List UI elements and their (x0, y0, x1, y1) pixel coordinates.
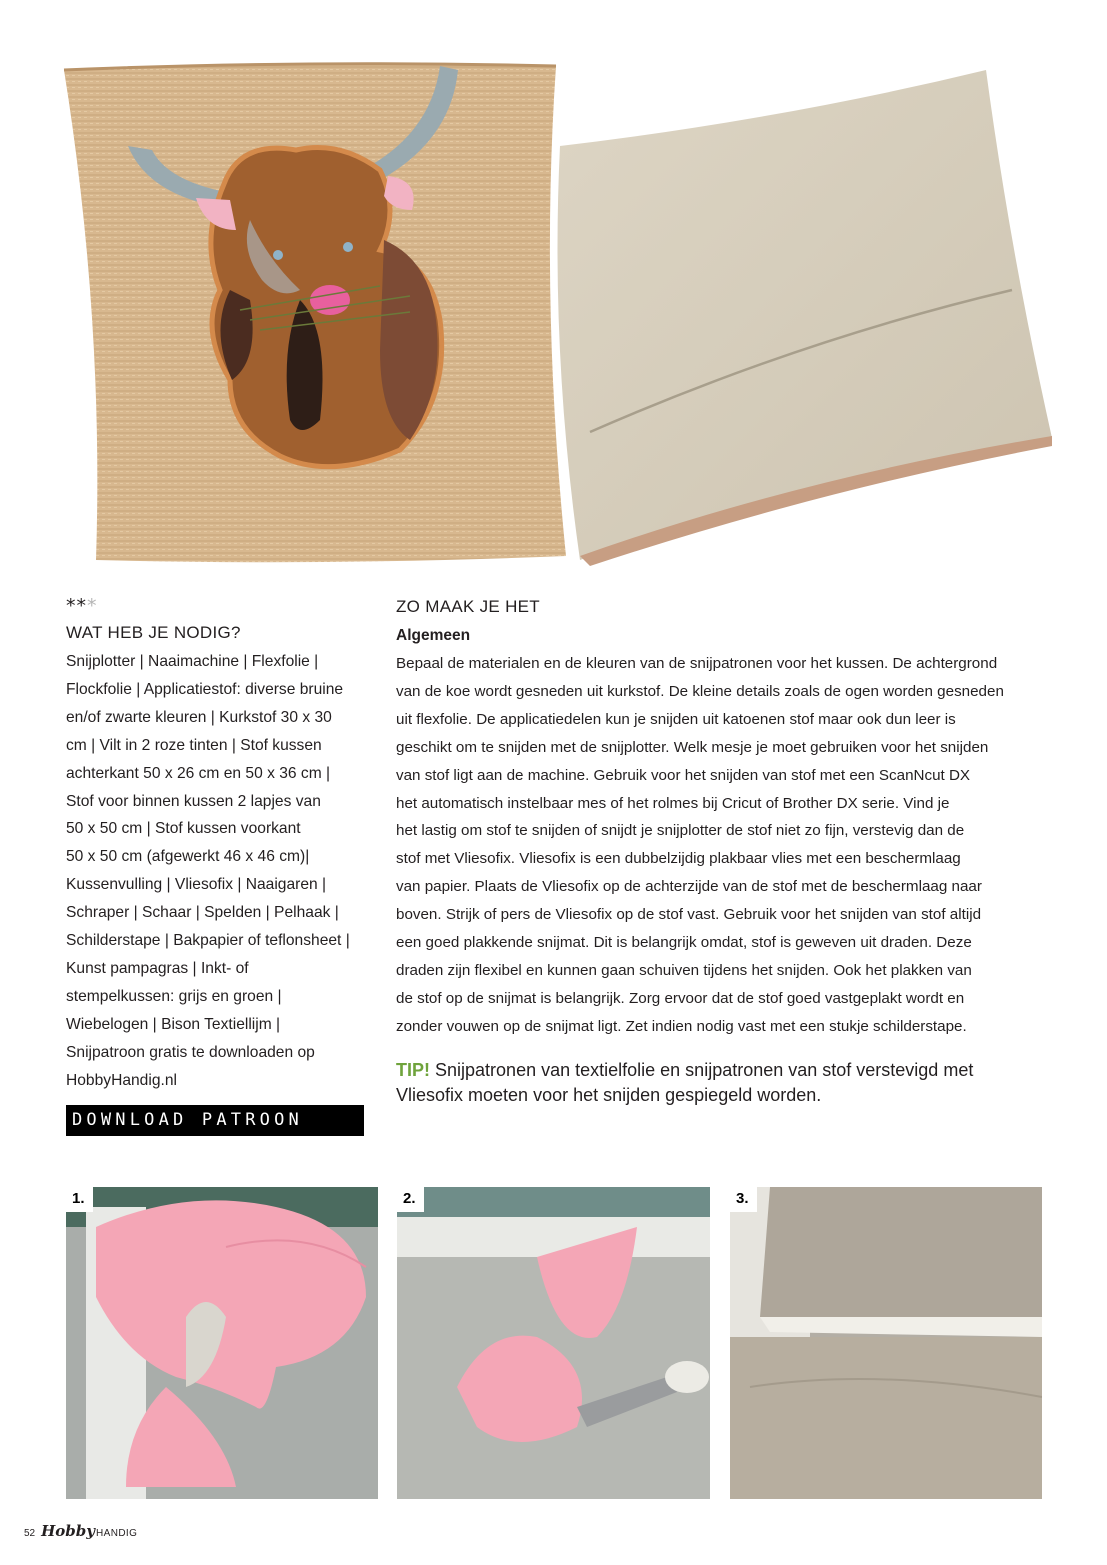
tip-box (396, 1058, 1046, 1108)
step-number-2: 2. (397, 1187, 424, 1212)
brand-logo-main: Hobby (41, 1522, 95, 1540)
tip-line-2: Vliesofix moeten voor het snijden gespiegeld worden. (396, 1084, 822, 1105)
step-photo-2 (397, 1187, 710, 1499)
materials-title: WAT HEB JE NODIG? (66, 623, 241, 642)
body-line: Bepaal de materialen en de kleuren van de snijpatronen voor het kussen. De achtergrond (396, 655, 998, 672)
instructions-body (396, 650, 1046, 1041)
body-line: de stof op de snijmat is belangrijk. Zorg ervoor dat de stof goed vastgeplakt wordt en (396, 989, 965, 1007)
difficulty-star-empty: * (87, 595, 98, 617)
materials-line: HobbyHandig.nl (66, 1071, 177, 1089)
hero-photo-pillows (0, 0, 1107, 575)
instructions-subtitle: Algemeen (396, 627, 471, 644)
tip-line-1 (396, 1058, 1046, 1083)
page-footer (24, 1522, 137, 1542)
body-line: zonder vouwen op de snijmat ligt. Zet indien nodig vast met een stukje schilderstape. (396, 1017, 967, 1035)
body-line: het lastig om stof te snijden of snijdt je snijplotter de stof niet zo fijn, verstevig dan de (396, 822, 965, 840)
step-number-1: 1. (66, 1187, 93, 1212)
materials-line: Schilderstape | Bakpapier of teflonsheet | (66, 932, 350, 950)
instructions-section (396, 596, 1046, 1108)
body-line: boven. Strijk of pers de Vliesofix op de stof vast. Gebruik voor het snijden van stof altijd (396, 906, 982, 924)
materials-line: Kussenvulling | Vliesofix | Naaigaren | (66, 876, 327, 894)
download-pattern-button[interactable]: DOWNLOAD PATROON (66, 1105, 364, 1136)
materials-line: 50 x 50 cm | Stof kussen voorkant (66, 820, 301, 838)
body-line: het automatisch instelbaar mes of het rolmes bij Cricut of Brother DX serie. Vind je (396, 794, 950, 812)
body-line: stof met Vliesofix. Vliesofix is een dubbelzijdig plakbaar vlies met een beschermlaag (396, 850, 961, 868)
materials-line: Stof voor binnen kussen 2 lapjes van (66, 792, 321, 810)
brand-logo-sub: HANDIG (96, 1528, 138, 1539)
materials-line: Wiebelogen | Bison Textiellijm | (66, 1015, 281, 1033)
materials-line: Snijplotter | Naaimachine | Flexfolie | (66, 653, 319, 670)
page-number: 52 (24, 1528, 36, 1539)
materials-line: Snijpatroon gratis te downloaden op (66, 1043, 315, 1061)
materials-line: 50 x 50 cm (afgewerkt 46 x 46 cm)| (66, 848, 310, 866)
tip-text: Snijpatronen van textielfolie en snijpatronen van stof verstevigd met (435, 1059, 974, 1080)
materials-line: cm | Vilt in 2 roze tinten | Stof kussen (66, 736, 322, 754)
instructions-title: ZO MAAK JE HET (396, 597, 540, 616)
materials-line: en/of zwarte kleuren | Kurkstof 30 x 30 (66, 708, 332, 726)
tip-label: TIP! (396, 1059, 430, 1080)
body-line: geschikt om te snijden met de snijplotter. Welk mesje je moet gebruiken voor het snijden (396, 738, 989, 756)
difficulty-stars-filled: ** (66, 595, 87, 617)
body-line: uit flexfolie. De applicatiedelen kun je snijden uit katoenen stof maar ook dun leer is (396, 710, 956, 728)
materials-line: stempelkussen: grijs en groen | (66, 987, 282, 1005)
body-line: van papier. Plaats de Vliesofix op de achterzijde van de stof met de beschermlaag naar (396, 878, 982, 896)
materials-line: Schraper | Schaar | Spelden | Pelhaak | (66, 904, 339, 922)
body-line: draden zijn flexibel en kunnen gaan schuiven tijdens het snijden. Ook het plakken van (396, 961, 972, 979)
body-line: van stof ligt aan de machine. Gebruik voor het snijden van stof met een ScanNcut DX (396, 766, 971, 784)
difficulty-rating (66, 596, 372, 616)
body-line: van de koe wordt gesneden uit kurkstof. De kleine details zoals de ogen worden gesneden (396, 682, 1004, 700)
body-line: een goed plakkende snijmat. Dit is belangrijk omdat, stof is geweven uit draden. Deze (396, 934, 972, 952)
pillow-back-image (558, 70, 1053, 566)
materials-line: achterkant 50 x 26 cm en 50 x 36 cm | (66, 764, 331, 782)
materials-list (66, 648, 372, 1095)
materials-line: Flockfolie | Applicatiestof: diverse bruine (66, 680, 344, 698)
step-number-3: 3. (730, 1187, 757, 1212)
materials-line: Kunst pampagras | Inkt- of (66, 959, 249, 977)
step-photo-3 (730, 1187, 1042, 1499)
materials-section (66, 596, 372, 1136)
step-photo-1 (66, 1187, 378, 1499)
